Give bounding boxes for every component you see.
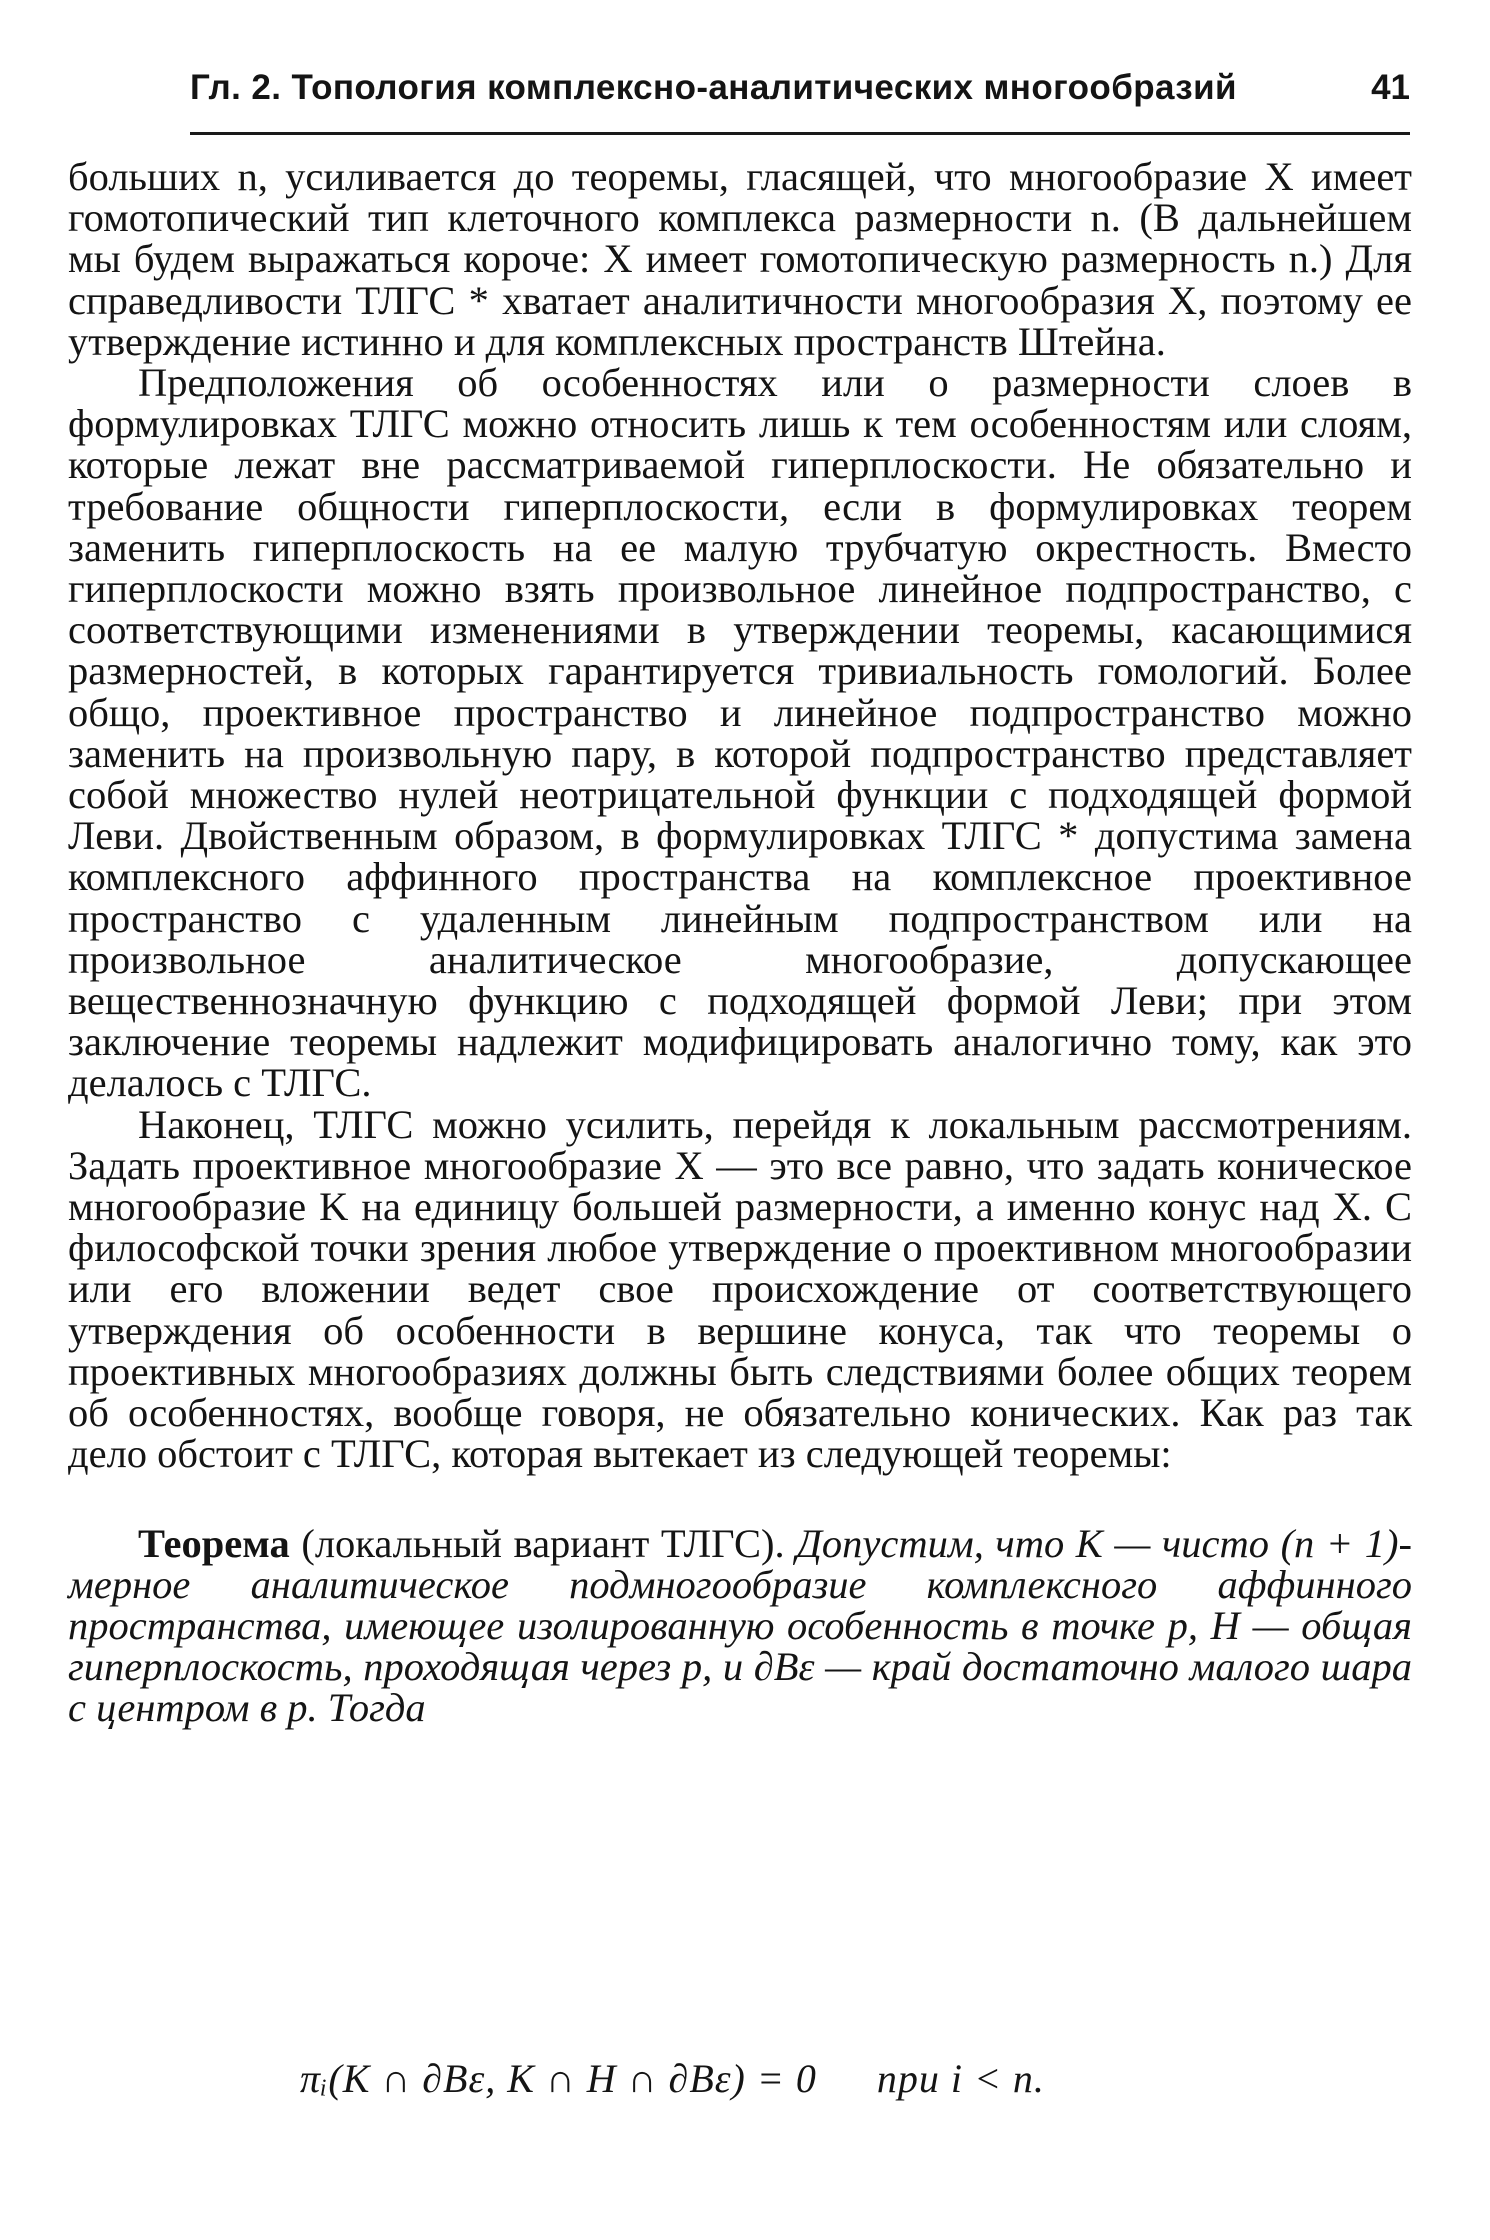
theorem-block [68,1520,1412,1731]
display-formula [300,2055,1045,2102]
running-header [190,60,1410,135]
chapter-title: Гл. 2. Топология комплексно-аналитических многообразий [190,68,1237,107]
theorem-note: (локальный вариант ТЛГС). [289,1520,797,1566]
paragraph-1: больших n, усиливается до теоремы, гласящей, что многообразие X имеет гомотопический тип клеточного комплекса размерности n. (В дальнейшем мы будем выражаться короче: X имеет гомотопическую размерность n.) Для справедливости ТЛГС * хватает аналитичности многообразия X, поэтому ее утверждение истинно и для комплексных пространств Штейна. [68,154,1412,364]
page-number: 41 [1371,68,1410,107]
paragraph-2: Предположения об особенностях или о размерности слоев в формулировках ТЛГС можно относить лишь к тем особенностям или слоям, которые лежат вне рассматриваемой гиперплоскости. Не обязательно и требование общности гиперплоскости, если в формулировках теорем заменить гиперплоскость на ее малую трубчатую окрестность. Вместо гиперплоскости можно взять произвольное линейное подпространство, с соответствующими изменениями в утверждении теоремы, касающимися размерностей, в которых гарантируется тривиальность гомологий. Более общо, проективное пространство и линейное подпространство можно заменить на произвольную пару, в которой подпространство представляет собой множество нулей неотрицательной функции с подходящей формой Леви. Двойственным образом, в формулировках ТЛГС * допустима замена комплексного аффинного пространства на комплексное проективное пространство с удаленным линейным подпространством или на произвольное аналитическое многообразие, допускающее вещественнозначную функцию с подходящей формой Леви; при этом заключение теоремы надлежит модифицировать аналогично тому, как это делалось с ТЛГС. [68,360,1412,1106]
formula-expression: πᵢ(K ∩ ∂Bε, K ∩ H ∩ ∂Bε) = 0 [300,2056,817,2101]
theorem-statement: Допустим, что K — чисто (n + 1)-мерное аналитическое подмногообразие комплексного аффинного пространства, имеющее изолированную особенность в точке p, H — общая гиперплоскость, проходящая через p, и ∂Bε — край достаточно малого шара с центром в p. Тогда [68,1520,1412,1731]
theorem-heading: Теорема [138,1520,290,1566]
formula-condition: при i < n. [876,2056,1045,2101]
body-text [68,156,1412,1729]
paragraph-3: Наконец, ТЛГС можно усилить, перейдя к локальным рассмотрениям. Задать проективное многообразие X — это все равно, что задать коническое многообразие K на единицу большей размерности, а именно конус над X. С философской точки зрения любое утверждение о проективном многообразии или его вложении ведет свое происхождение от соответствующего утверждения об особенности в вершине конуса, так что теоремы о проективных многообразиях должны быть следствиями более общих теорем об особенностях, вообще говоря, не обязательно конических. Как раз так дело обстоит с ТЛГС, которая вытекает из следующей теоремы: [68,1101,1412,1477]
